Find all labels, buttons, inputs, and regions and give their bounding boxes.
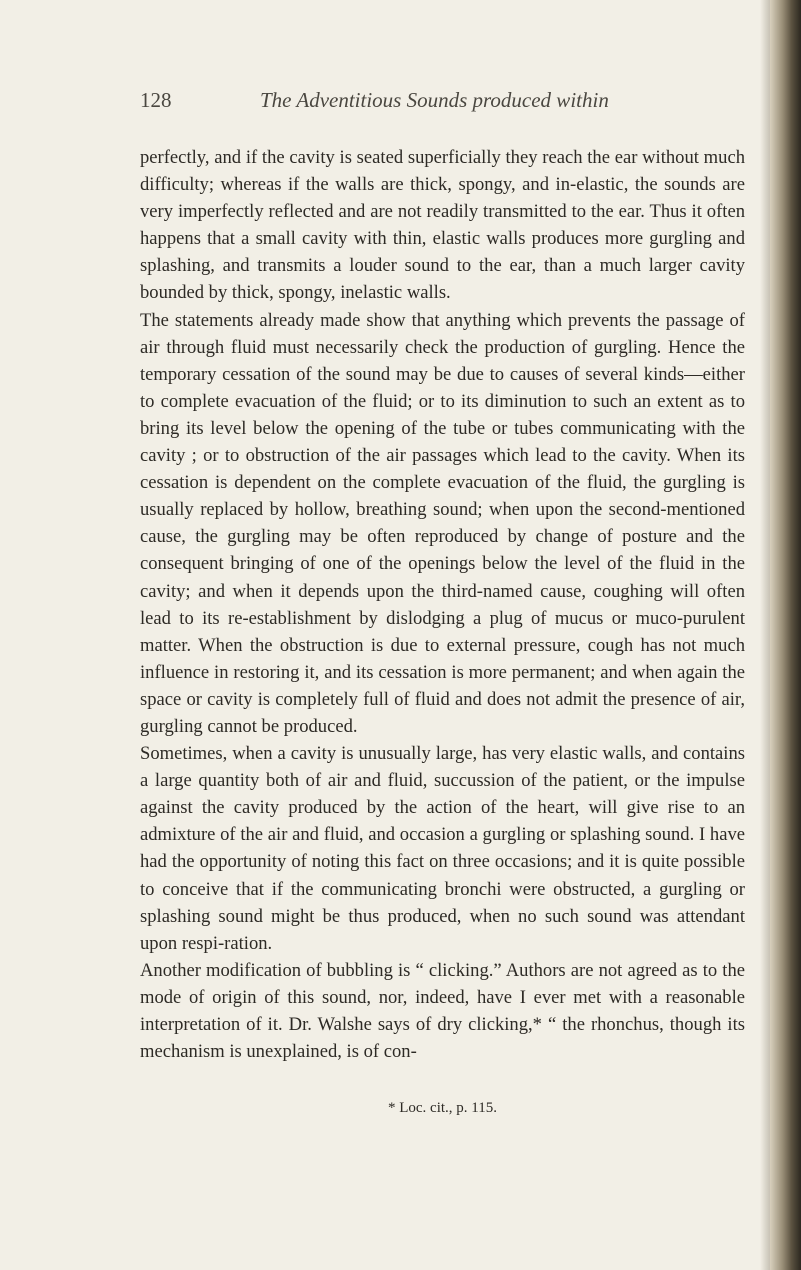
paragraph-2: The statements already made show that anything which prevents the passage of air through fluid must necessarily check the production of gurgling. Hence the temporary cessation of the sound may be due to causes of several kinds—either to complete evacuation of the fluid; or to its diminution to such an extent as to bring its level below the opening of the tube or tubes communicating with the cavity ; or to obstruction of the air passages which lead to the cavity. When its cessation is dependent on the complete evacuation of the fluid, the gurgling is usually replaced by hollow, breathing sound; when upon the second-mentioned cause, the gurgling may be often reproduced by change of posture and the consequent bringing of one of the openings below the level of the fluid in the cavity; and when it depends upon the third-named cause, coughing will often lead to its re-establishment by dislodging a plug of mucus or muco-purulent matter. When the obstruction is due to external pressure, cough has not much influence in restoring it, and its cessation is more permanent; and when again the space or cavity is completely full of fluid and does not admit the presence of air, gurgling cannot be produced. — [140, 309, 745, 737]
page-number: 128 — [140, 88, 172, 112]
book-binding — [770, 0, 801, 1270]
body-text — [140, 144, 745, 1065]
paragraph-3: Sometimes, when a cavity is unusually large, has very elastic walls, and contains a large quantity both of air and fluid, succussion of the patient, or the impulse against the cavity produced by the action of the heart, will give rise to an admixture of the air and fluid, and occasion a gurgling or splashing sound. I have had the opportunity of noting this fact on three occasions; and it is quite possible to conceive that if the communicating bronchi were obstructed, a gurgling or splashing sound might be thus produced, when no such sound was attendant upon respi-ration. — [140, 743, 745, 954]
paragraph-4: Another modification of bubbling is “ clicking.” Authors are not agreed as to the mode of origin of this sound, nor, indeed, have I ever met with a reasonable interpretation of it. Dr. Walshe says of dry clicking,* “ the rhonchus, though its mechanism is unexplained, is of con- — [140, 959, 745, 1063]
footnote: * Loc. cit., p. 115. — [387, 1100, 497, 1116]
binding-shadow — [760, 0, 770, 1270]
paragraph-1: perfectly, and if the cavity is seated superficially they reach the ear without much difficulty; whereas if the walls are thick, spongy, and in-elastic, the sounds are very imperfectly reflected and are not readily transmitted to the ear. Thus it often happens that a small cavity with thin, elastic walls produces more gurgling and splashing, and transmits a louder sound to the ear, than a much larger cavity bounded by thick, spongy, inelastic walls. — [140, 147, 745, 304]
running-title: The Adventitious Sounds produced within — [260, 88, 609, 112]
running-head — [140, 88, 760, 118]
